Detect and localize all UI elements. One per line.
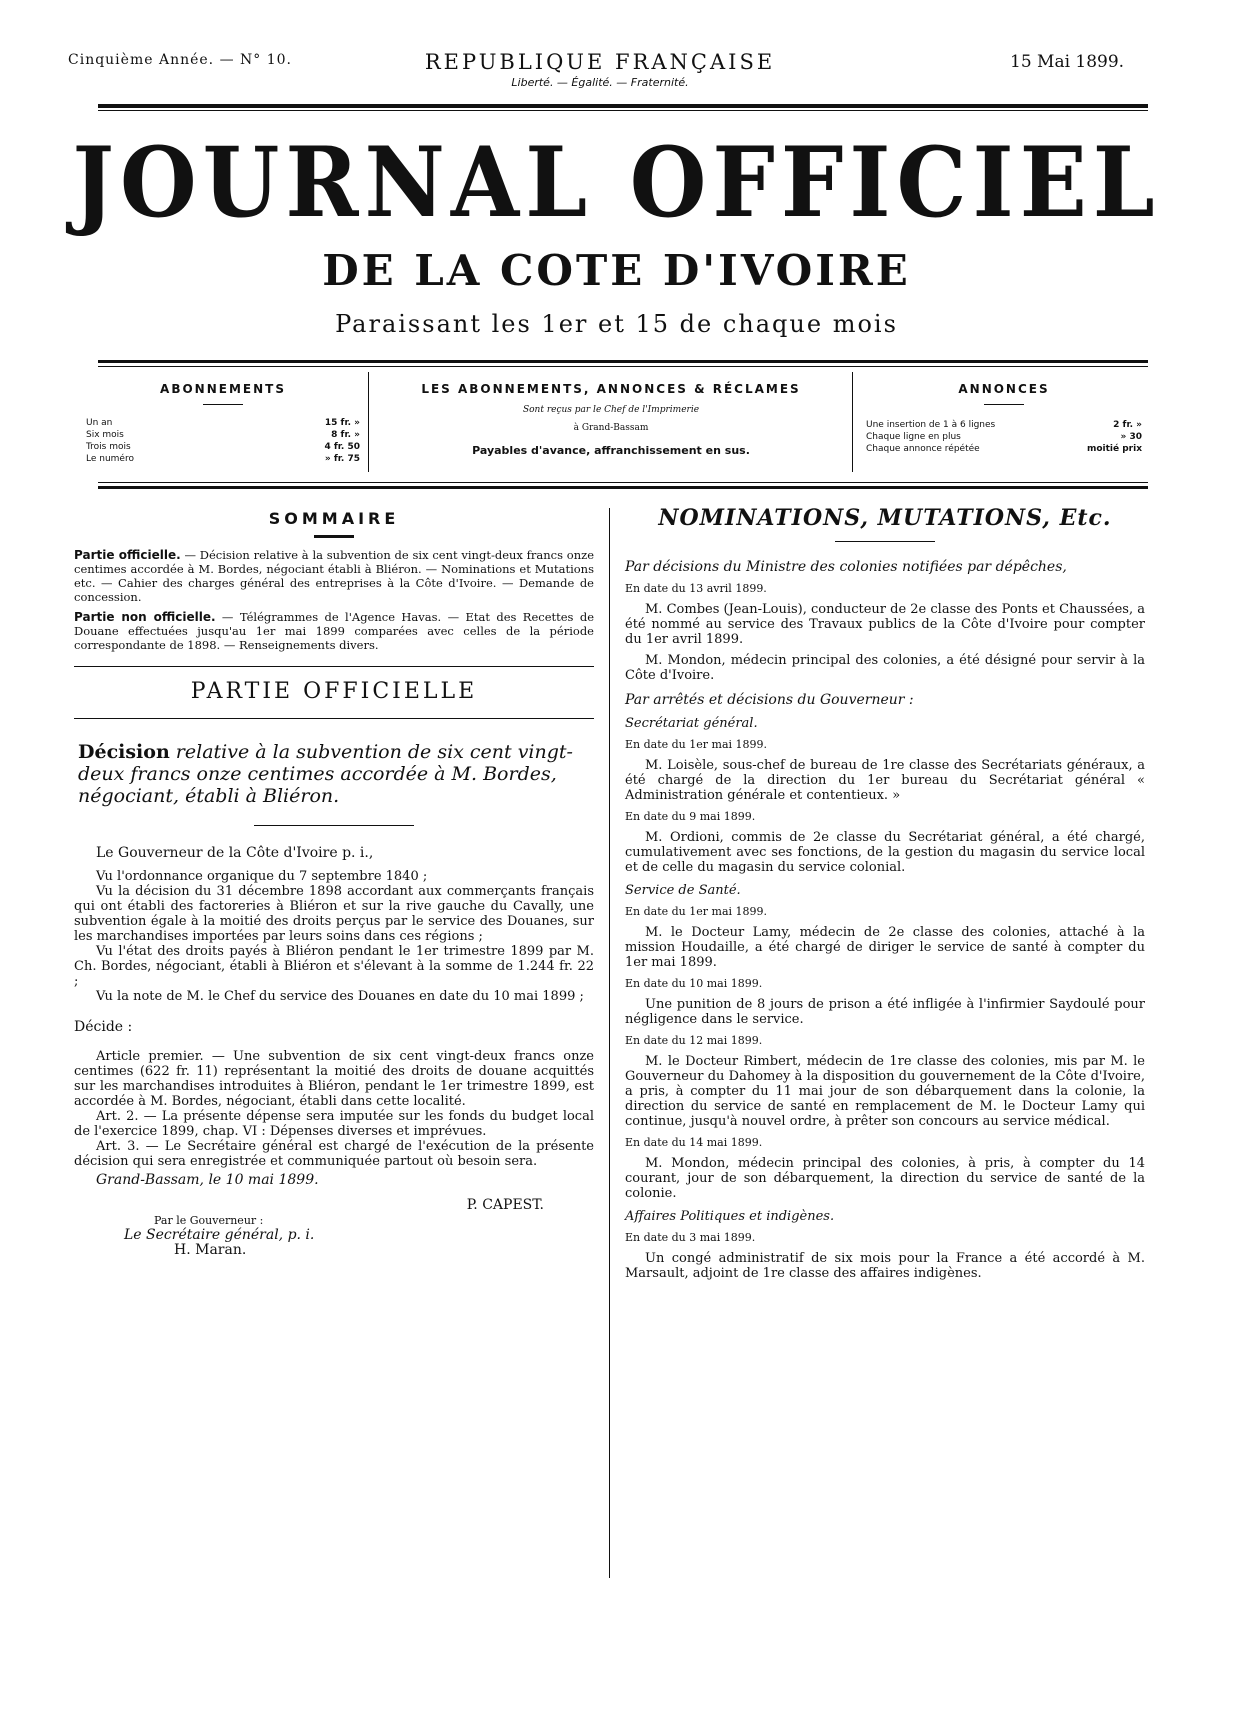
subscriptions-heading: ABONNEMENTS — [160, 382, 286, 396]
subscription-row: Trois mois 4 fr. 50 — [86, 442, 360, 452]
date-line: En date du 10 mai 1899. — [625, 977, 763, 990]
issue-date: 15 Mai 1899. — [1010, 52, 1125, 72]
subscription-row: Un an 15 fr. » — [86, 418, 360, 428]
nomination-paragraph: M. Ordioni, commis de 2e classe du Secrétariat général, a été chargé, cumulativement avec ses fonctions, de la gestion du magasin du service local et de celle du magasin du service colonial. — [625, 830, 1145, 875]
section-health: Service de Santé. — [625, 883, 741, 898]
masthead-republic — [420, 50, 780, 89]
secretary-name: H. Maran. — [174, 1242, 247, 1258]
nomination-paragraph: M. le Docteur Rimbert, médecin de 1re classe des colonies, mis par M. le Gouverneur du Dahomey à la disposition du gouvernement de la Côte d'Ivoire, a pris, à compter du 11 mai jour de son débarquement dans la colonie, la direction du service de santé en remplacement de M. le Docteur Lamy qui continue, jusqu'à nouvel ordre, à prêter son concours au service médical. — [625, 1054, 1145, 1129]
summary-unofficial: Partie non officielle. — Télégrammes de l'Agence Havas. — Etat des Recettes de Douane effectuées jusqu'au 1er mai 1899 comparées avec celles de la période correspondante de 1898. — Renseignements divers. — [74, 610, 595, 652]
nominations-heading: NOMINATIONS, MUTATIONS, Etc. — [658, 505, 1112, 531]
announcements-list — [866, 419, 1142, 455]
nomination-paragraph: M. Mondon, médecin principal des colonies, à pris, à compter du 14 courant, jour de son débarquement, la direction du service de santé de la colonie. — [625, 1156, 1145, 1201]
nomination-paragraph: M. Mondon, médecin principal des colonies, a été désigné pour servir à la Côte d'Ivoire. — [625, 653, 1145, 683]
box-bottom-rule-thin — [98, 482, 1148, 483]
issue-number: Cinquième Année. — N° 10. — [68, 52, 292, 68]
box-bottom-rule — [98, 486, 1148, 489]
box-divider — [368, 372, 369, 472]
box-top-rule-thin — [98, 366, 1148, 367]
republic-heading: REPUBLIQUE FRANÇAISE — [424, 50, 776, 74]
date-line: En date du 3 mai 1899. — [625, 1231, 756, 1244]
summary-heading: SOMMAIRE — [268, 509, 400, 528]
announcements-heading: ANNONCES — [958, 382, 1050, 396]
announcement-row: Chaque annonce répétée moitié prix — [866, 444, 1142, 454]
advertising-line2: à Grand-Bassam — [573, 423, 649, 433]
signature: P. CAPEST. — [466, 1197, 544, 1213]
date-line: En date du 14 mai 1899. — [625, 1136, 763, 1149]
journal-subtitle: DE LA COTE D'IVOIRE — [322, 246, 911, 295]
summary-official: Partie officielle. — Décision relative à la subvention de six cent vingt-deux francs onze centimes accordée à M. Bordes, négociant établi à Bliéron. — Nominations et Mutations etc. — Cahier des charges général des entreprises à la Côte d'Ivoire. — Demande de concession. — [74, 548, 595, 604]
date-line: En date du 13 avril 1899. — [625, 582, 767, 595]
publication-frequency: Paraissant les 1er et 15 de chaque mois — [335, 310, 898, 338]
nomination-paragraph: M. Loisèle, sous-chef de bureau de 1re classe des Secrétariats généraux, a été chargé de la direction du 1er bureau du Secrétariat général « Administration générale et contentieux. » — [625, 758, 1145, 803]
advertising-line3: Payables d'avance, affranchissement en sus. — [472, 444, 750, 457]
decision-title: Décision relative à la subvention de six cent vingt-deux francs onze centimes accordée à M. Bordes, négociant, établi à Bliéron. — [78, 741, 573, 807]
advertising-line1: Sont reçus par le Chef de l'Imprimerie — [522, 405, 700, 415]
date-line: En date du 1er mai 1899. — [625, 905, 768, 918]
subscription-row: Six mois 8 fr. » — [86, 430, 360, 440]
date-line: En date du 1er mai 1899. — [625, 738, 768, 751]
date-line: En date du 12 mai 1899. — [625, 1034, 763, 1047]
governor-line: Le Gouverneur de la Côte d'Ivoire p. i., — [96, 845, 374, 861]
nomination-paragraph: Un congé administratif de six mois pour la France a été accordé à M. Marsault, adjoint de 1re classe des affaires indigènes. — [625, 1251, 1145, 1281]
secretary-title: Le Secrétaire général, p. i. — [124, 1227, 315, 1243]
advertising-box — [378, 372, 844, 457]
article-3: Art. 3. — Le Secrétaire général est chargé de l'exécution de la présente décision qui sera enregistrée et communiquée partout où besoin sera. — [74, 1139, 594, 1169]
box-divider — [852, 372, 853, 472]
header-rule-thin — [98, 110, 1148, 111]
column-divider — [609, 508, 610, 1578]
journal-title: JOURNAL OFFICIEL — [72, 124, 1161, 240]
article-1: Article premier. — Une subvention de six cent vingt-deux francs onze centimes (622 fr. 11) représentant la moitié des droits de douane acquittés sur les marchandises introduites à Bliéron, pendant le 1er trimestre 1899, est accordée à M. Bordes, négociant, établi dans cette localité. — [74, 1049, 594, 1109]
announcements-box — [866, 372, 1142, 455]
header-rule — [98, 104, 1148, 108]
motto: Liberté. — Égalité. — Fraternité. — [511, 76, 689, 89]
official-part-heading: PARTIE OFFICIELLE — [190, 679, 478, 704]
article-2: Art. 2. — La présente dépense sera imputée sur les fonds du budget local de l'exercice 1899, chap. VI : Dépenses diverses et imprévues. — [74, 1109, 594, 1139]
left-column — [74, 510, 594, 1258]
announcement-row: Une insertion de 1 à 6 lignes 2 fr. » — [866, 420, 1142, 430]
ministry-decisions: Par décisions du Ministre des colonies notifiées par dépêches, — [625, 559, 1067, 575]
section-secretariat: Secrétariat général. — [625, 716, 758, 731]
section-political-affairs: Affaires Politiques et indigènes. — [625, 1209, 835, 1224]
box-top-rule — [98, 360, 1148, 363]
by-governor: Par le Gouverneur : — [154, 1214, 264, 1227]
advertising-heading: LES ABONNEMENTS, ANNONCES & RÉCLAMES — [421, 382, 801, 396]
nomination-paragraph: M. Combes (Jean-Louis), conducteur de 2e classe des Ponts et Chaussées, a été nommé au service des Travaux publics de la Côte d'Ivoire pour compter du 1er avril 1899. — [625, 602, 1145, 647]
considerant-3: Vu l'état des droits payés à Bliéron pendant le 1er trimestre 1899 par M. Ch. Bordes, négociant, établi à Bliéron et s'élevant à la somme de 1.244 fr. 22 ; — [74, 944, 594, 989]
subscriptions-list — [86, 417, 360, 465]
decide-heading: Décide : — [74, 1019, 133, 1035]
subscription-row: Le numéro » fr. 75 — [86, 454, 360, 464]
considerant-1: Vu l'ordonnance organique du 7 septembre 1840 ; — [96, 869, 428, 884]
announcement-row: Chaque ligne en plus » 30 — [866, 432, 1142, 442]
nomination-paragraph: M. le Docteur Lamy, médecin de 2e classe des colonies, attaché à la mission Houdaille, a été chargé de diriger le service de santé à compter du 1er mai 1899. — [625, 925, 1145, 970]
right-column — [625, 505, 1145, 1281]
nomination-paragraph: Une punition de 8 jours de prison a été infligée à l'infirmier Saydoulé pour négligence dans le service. — [625, 997, 1145, 1027]
governor-decisions: Par arrêtés et décisions du Gouverneur : — [625, 692, 914, 708]
date-line: En date du 9 mai 1899. — [625, 810, 756, 823]
place-date: Grand-Bassam, le 10 mai 1899. — [96, 1172, 319, 1188]
considerant-2: Vu la décision du 31 décembre 1898 accordant aux commerçants français qui ont établi des factoreries à Bliéron et sur la rive gauche du Cavally, une subvention égale à la moitié des droits perçus par le service des Douanes, sur les marchandises importées par leurs soins dans ces régions ; — [74, 884, 594, 944]
subscriptions-box — [86, 372, 360, 465]
considerant-4: Vu la note de M. le Chef du service des Douanes en date du 10 mai 1899 ; — [96, 989, 584, 1004]
